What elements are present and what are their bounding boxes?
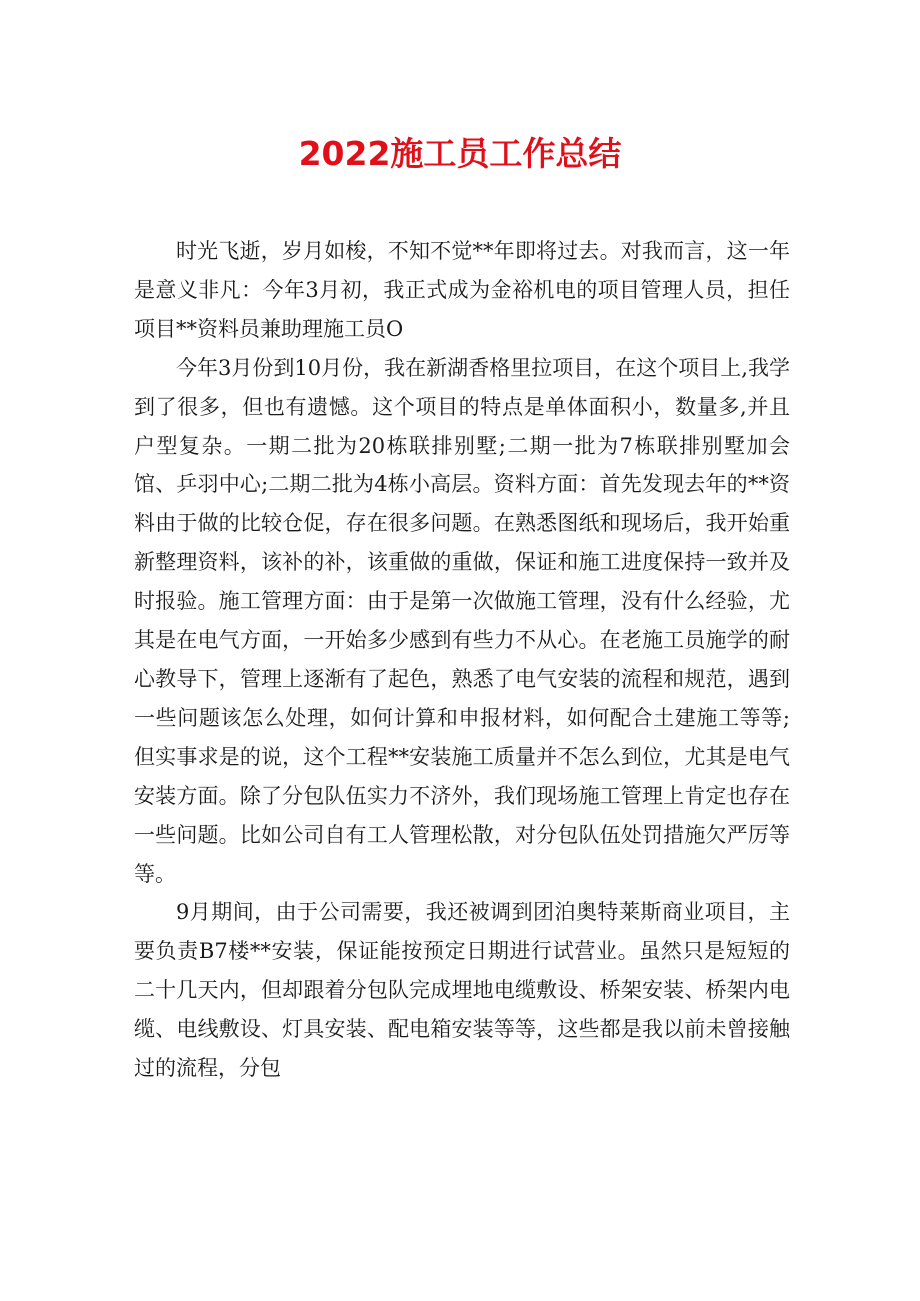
document-body [134, 232, 790, 1088]
paragraph-2: 今年3月份到10月份，我在新湖香格里拉项目，在这个项目上,我学到了很多，但也有遗憾。这个项目的特点是单体面积小，数量多,并且户型复杂。一期二批为20栋联排别墅;二期一批为7栋联排别墅加会馆、乒羽中心;二期二批为4栋小高层。资料方面：首先发现去年的**资料由于做的比较仓促，存在很多问题。在熟悉图纸和现场后，我开始重新整理资料，该补的补，该重做的重做，保证和施工进度保持一致并及时报验。施工管理方面：由于是第一次做施工管理，没有什么经验，尤其是在电气方面，一开始多少感到有些力不从心。在老施工员施学的耐心教导下，管理上逐渐有了起色，熟悉了电气安装的流程和规范，遇到一些问题该怎么处理，如何计算和申报材料，如何配合土建施工等等;但实事求是的说，这个工程**安装施工质量并不怎么到位，尤其是电气安装方面。除了分包队伍实力不济外，我们现场施工管理上肯定也存在一些问题。比如公司自有工人管理松散，对分包队伍处罚措施欠严厉等等。 [134, 355, 790, 886]
document-title: 2022施工员工作总结 [298, 134, 622, 173]
paragraph-1: 时光飞逝，岁月如梭，不知不觉**年即将过去。对我而言，这一年是意义非凡：今年3月初，我正式成为金裕机电的项目管理人员，担任项目**资料员兼助理施工员O [134, 239, 790, 341]
paragraph-3: 9月期间，由于公司需要，我还被调到团泊奥特莱斯商业项目，主要负责B7楼**安装，保证能按预定日期进行试营业。虽然只是短短的二十几天内，但却跟着分包队完成埋地电缆敷设、桥架安装、桥架内电缆、电线敷设、灯具安装、配电箱安装等等，这些都是我以前未曾接触过的流程，分包 [134, 900, 790, 1081]
